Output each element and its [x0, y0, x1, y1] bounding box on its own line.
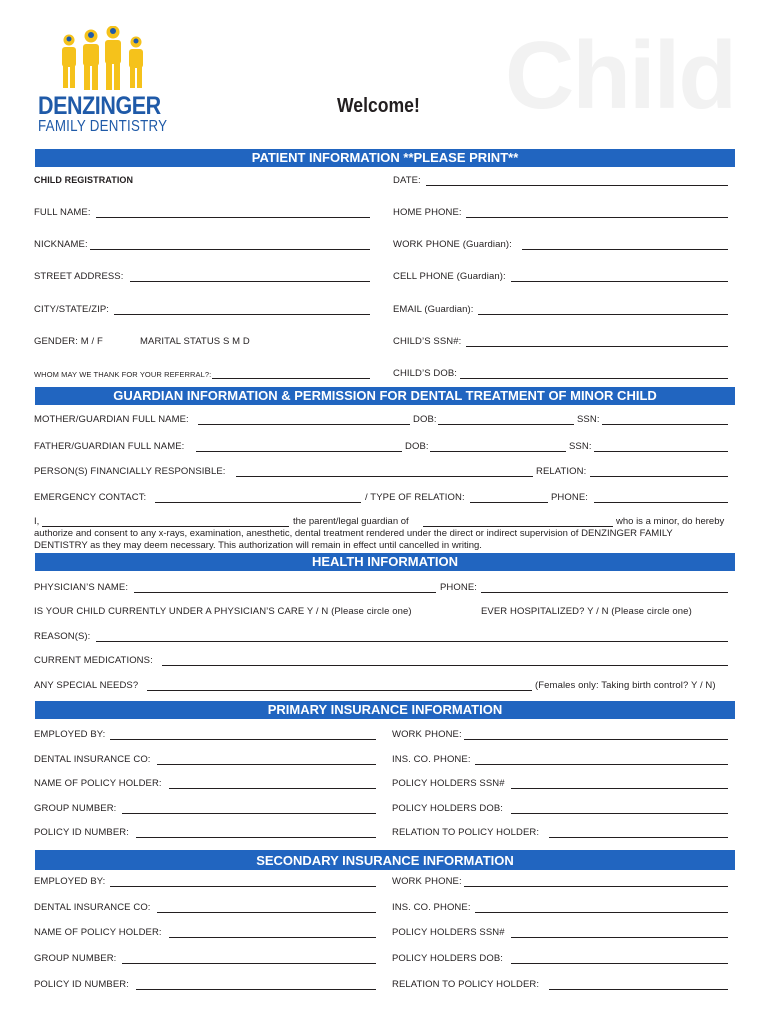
emergency-phone-field[interactable]	[594, 502, 728, 503]
secondary-ins-phone-label: INS. CO. PHONE:	[392, 902, 471, 913]
health-info-header: HEALTH INFORMATION	[35, 553, 735, 571]
email-field[interactable]	[478, 314, 728, 315]
physician-name-label: PHYSICIAN’S NAME:	[34, 582, 129, 593]
primary-work-phone-field[interactable]	[464, 739, 728, 740]
secondary-holder-dob-label: POLICY HOLDERS DOB:	[392, 953, 504, 964]
secondary-policy-id-label: POLICY ID NUMBER:	[34, 979, 129, 990]
date-label: DATE:	[393, 175, 421, 186]
work-phone-label: WORK PHONE (Guardian):	[393, 239, 512, 250]
email-label: EMAIL (Guardian):	[393, 304, 474, 315]
primary-group-number-label: GROUP NUMBER:	[34, 803, 117, 814]
city-state-zip-label: CITY/STATE/ZIP:	[34, 304, 110, 315]
mother-guardian-label: MOTHER/GUARDIAN FULL NAME:	[34, 414, 189, 425]
nickname-field[interactable]	[90, 249, 370, 250]
primary-employed-by-label: EMPLOYED BY:	[34, 729, 106, 740]
secondary-insurance-header: SECONDARY INSURANCE INFORMATION	[35, 850, 735, 870]
emergency-contact-field[interactable]	[155, 502, 361, 503]
primary-ins-phone-field[interactable]	[475, 764, 728, 765]
secondary-policy-holder-field[interactable]	[169, 937, 376, 938]
child-dob-label: CHILD’S DOB:	[393, 368, 458, 379]
primary-policy-id-label: POLICY ID NUMBER:	[34, 827, 129, 838]
secondary-dental-co-field[interactable]	[157, 912, 376, 913]
date-field[interactable]	[426, 185, 728, 186]
secondary-policy-id-field[interactable]	[136, 989, 376, 990]
home-phone-label: HOME PHONE:	[393, 207, 462, 218]
brand-subtitle: FAMILY DENTISTRY	[38, 118, 168, 135]
special-needs-label: ANY SPECIAL NEEDS?	[34, 680, 139, 691]
primary-relation-field[interactable]	[549, 837, 728, 838]
auth-line-2: authorize and consent to any x-rays, examination, anesthetic, dental treatment rendered under the direct or indirect supervision of DENZINGER FAMILY	[34, 528, 673, 539]
gender-label[interactable]: GENDER: M / F	[34, 336, 103, 347]
relation-label: RELATION:	[536, 466, 587, 477]
secondary-ins-phone-field[interactable]	[475, 912, 728, 913]
birth-control-question[interactable]: (Females only: Taking birth control? Y / N)	[535, 680, 716, 691]
nickname-label: NICKNAME:	[34, 239, 88, 250]
financially-responsible-label: PERSON(S) FINANCIALLY RESPONSIBLE:	[34, 466, 226, 477]
reasons-label: REASON(S):	[34, 631, 91, 642]
secondary-work-phone-field[interactable]	[464, 886, 728, 887]
secondary-policy-holder-label: NAME OF POLICY HOLDER:	[34, 927, 162, 938]
father-guardian-label: FATHER/GUARDIAN FULL NAME:	[34, 441, 185, 452]
auth-child-name-field[interactable]	[423, 526, 613, 527]
physician-name-field[interactable]	[134, 592, 436, 593]
auth-i-label: I,	[34, 516, 40, 527]
secondary-holder-ssn-field[interactable]	[511, 937, 728, 938]
type-of-relation-label: / TYPE OF RELATION:	[365, 492, 465, 503]
primary-holder-dob-field[interactable]	[511, 813, 728, 814]
secondary-relation-label: RELATION TO POLICY HOLDER:	[392, 979, 540, 990]
emergency-contact-label: EMERGENCY CONTACT:	[34, 492, 147, 503]
brand-name: DENZINGER	[38, 92, 161, 120]
primary-dental-co-label: DENTAL INSURANCE CO:	[34, 754, 151, 765]
secondary-holder-dob-field[interactable]	[511, 963, 728, 964]
primary-policy-id-field[interactable]	[136, 837, 376, 838]
mother-ssn-label: SSN:	[577, 414, 600, 425]
physician-phone-field[interactable]	[481, 592, 728, 593]
secondary-relation-field[interactable]	[549, 989, 728, 990]
secondary-employed-by-label: EMPLOYED BY:	[34, 876, 106, 887]
reasons-field[interactable]	[96, 641, 728, 642]
street-address-label: STREET ADDRESS:	[34, 271, 124, 282]
primary-work-phone-label: WORK PHONE:	[392, 729, 462, 740]
current-medications-label: CURRENT MEDICATIONS:	[34, 655, 153, 666]
mother-dob-label: DOB:	[413, 414, 437, 425]
financially-responsible-field[interactable]	[236, 476, 533, 477]
primary-holder-dob-label: POLICY HOLDERS DOB:	[392, 803, 504, 814]
referral-field[interactable]	[212, 378, 370, 379]
type-of-relation-field[interactable]	[470, 502, 548, 503]
referral-label: WHOM MAY WE THANK FOR YOUR REFERRAL?:	[34, 370, 212, 379]
child-registration-label: CHILD REGISTRATION	[34, 175, 134, 185]
patient-info-header: PATIENT INFORMATION **PLEASE PRINT**	[35, 149, 735, 167]
emergency-phone-label: PHONE:	[551, 492, 589, 503]
primary-ins-phone-label: INS. CO. PHONE:	[392, 754, 471, 765]
father-guardian-field[interactable]	[196, 451, 402, 452]
hospitalized-question[interactable]: EVER HOSPITALIZED? Y / N (Please circle one)	[481, 606, 692, 617]
secondary-work-phone-label: WORK PHONE:	[392, 876, 462, 887]
father-dob-field[interactable]	[430, 451, 566, 452]
full-name-label: FULL NAME:	[34, 207, 91, 218]
special-needs-field[interactable]	[147, 690, 532, 691]
child-watermark: Child	[505, 22, 735, 129]
primary-policy-holder-label: NAME OF POLICY HOLDER:	[34, 778, 162, 789]
child-ssn-field[interactable]	[466, 346, 728, 347]
secondary-dental-co-label: DENTAL INSURANCE CO:	[34, 902, 151, 913]
marital-status-label[interactable]: MARITAL STATUS S M D	[140, 336, 250, 347]
auth-guardian-name-field[interactable]	[42, 526, 289, 527]
child-dob-field[interactable]	[460, 378, 728, 379]
primary-holder-ssn-field[interactable]	[511, 788, 728, 789]
guardian-info-header: GUARDIAN INFORMATION & PERMISSION FOR DENTAL TREATMENT OF MINOR CHILD	[35, 387, 735, 405]
primary-insurance-header: PRIMARY INSURANCE INFORMATION	[35, 701, 735, 719]
primary-policy-holder-field[interactable]	[169, 788, 376, 789]
father-dob-label: DOB:	[405, 441, 429, 452]
secondary-holder-ssn-label: POLICY HOLDERS SSN#	[392, 927, 505, 938]
home-phone-field[interactable]	[466, 217, 728, 218]
secondary-group-number-field[interactable]	[122, 963, 376, 964]
street-address-field[interactable]	[130, 281, 370, 282]
physician-phone-label: PHONE:	[440, 582, 478, 593]
primary-employed-by-field[interactable]	[110, 739, 376, 740]
work-phone-field[interactable]	[522, 249, 728, 250]
family-logo-icon	[55, 26, 155, 92]
primary-group-number-field[interactable]	[122, 813, 376, 814]
primary-holder-ssn-label: POLICY HOLDERS SSN#	[392, 778, 505, 789]
relation-field[interactable]	[590, 476, 728, 477]
auth-parent-label: the parent/legal guardian of	[293, 516, 409, 527]
father-ssn-field[interactable]	[594, 451, 728, 452]
mother-guardian-field[interactable]	[198, 424, 410, 425]
mother-dob-field[interactable]	[438, 424, 574, 425]
under-care-question[interactable]: IS YOUR CHILD CURRENTLY UNDER A PHYSICIAN’S CARE Y / N (Please circle one)	[34, 606, 412, 617]
authorization-statement	[34, 516, 738, 552]
primary-relation-label: RELATION TO POLICY HOLDER:	[392, 827, 540, 838]
father-ssn-label: SSN:	[569, 441, 592, 452]
secondary-employed-by-field[interactable]	[110, 886, 376, 887]
child-ssn-label: CHILD’S SSN#:	[393, 336, 462, 347]
primary-dental-co-field[interactable]	[157, 764, 376, 765]
current-medications-field[interactable]	[162, 665, 728, 666]
cell-phone-label: CELL PHONE (Guardian):	[393, 271, 506, 282]
full-name-field[interactable]	[96, 217, 370, 218]
welcome-heading: Welcome!	[337, 95, 420, 117]
mother-ssn-field[interactable]	[602, 424, 728, 425]
city-state-zip-field[interactable]	[114, 314, 370, 315]
cell-phone-field[interactable]	[511, 281, 728, 282]
auth-line-3: DENTISTRY as they may deem necessary. This authorization will remain in effect until cancelled in writing.	[34, 540, 482, 551]
auth-minor-label: who is a minor, do hereby	[616, 516, 725, 527]
secondary-group-number-label: GROUP NUMBER:	[34, 953, 117, 964]
